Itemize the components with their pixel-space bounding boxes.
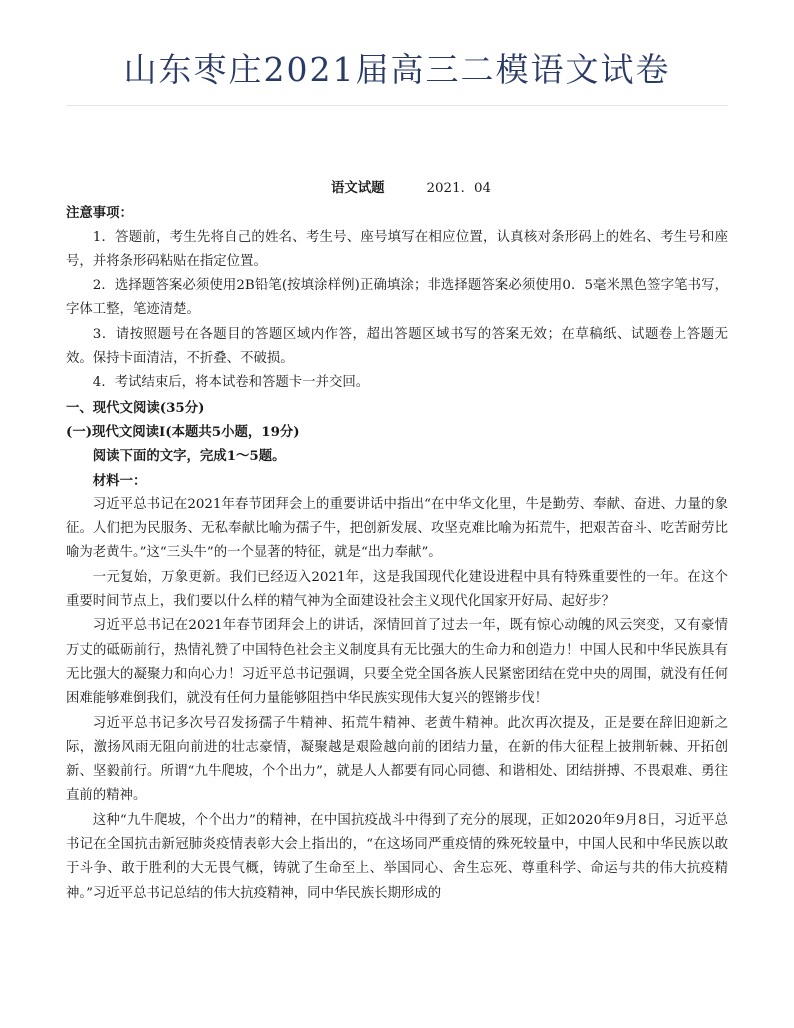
- body-paragraph-3: 习近平总书记在2021年春节团拜会上的讲话，深情回首了过去一年，既有惊心动魄的风云突变，又有豪情万丈的砥砺前行，热情礼赞了中国特色社会主义制度具有无比强大的生命力和创造力！中国人民和中华民族具有无比强大的凝聚力和向心力！习近平总书记强调，只要全党全国各族人民紧密团结在党中央的周围，就没有任何困难能够难倒我们，就没有任何力量能够阻挡中华民族实现伟大复兴的铿锵步伐！: [66, 618, 728, 707]
- body-paragraph-1: 习近平总书记在2021年春节团拜会上的重要讲话中指出“在中华文化里，牛是勤劳、奉献、奋进、力量的象征。人们把为民服务、无私奉献比喻为孺子牛，把创新发展、攻坚克难比喻为拓荒牛，把艰苦奋斗、吃苦耐劳比喻为老黄牛。”这“三头牛”的一个显著的特征，就是“出力奉献”。: [66, 496, 728, 561]
- document-title: 山东枣庄2021届高三二模语文试卷: [123, 50, 671, 89]
- exam-date: 2021．04: [426, 181, 492, 196]
- title-divider: [66, 105, 728, 106]
- notice-item-4: 4．考试结束后，将本试卷和答题卡一并交回。: [92, 375, 370, 391]
- notice-heading: 注意事项：: [66, 205, 133, 222]
- body-paragraph-5: 这种“九牛爬坡，个个出力”的精神，在中国抗疫战斗中得到了充分的展现，正如2020年9月8日，习近平总书记在全国抗击新冠肺炎疫情表彰大会上指出的，“在这场同严重疫情的殊死较量中，中国人民和中华民族以敢于斗争、敢于胜利的大无畏气概，铸就了生命至上、举国同心、舍生忘死、尊重科学、命运与共的伟大抗疫精神。”习近平总书记总结的伟大抗疫精神，同中华民族长期形成的: [66, 812, 728, 901]
- reading-instruction: 阅读下面的文字，完成1～5题。: [92, 448, 286, 465]
- body-paragraph-2: 一元复始，万象更新。我们已经迈入2021年，这是我国现代化建设进程中具有特殊重要性的一年。在这个重要时间节点上，我们要以什么样的精气神为全面建设社会主义现代化国家开好局、起好步？: [66, 569, 728, 610]
- subsection-heading: (一)现代文阅读Ⅰ(本题共5小题，19分): [66, 423, 300, 440]
- section-heading: 一、现代文阅读(35分): [66, 399, 205, 416]
- exam-subject: 语文试题: [330, 180, 385, 196]
- exam-header: [94, 176, 728, 201]
- notice-item-3: 3．请按照题号在各题目的答题区域内作答，超出答题区域书写的答案无效；在草稿纸、试题卷上答题无效。保持卡面清洁，不折叠、不破损。: [66, 326, 728, 367]
- body-paragraph-4: 习近平总书记多次号召发扬孺子牛精神、拓荒牛精神、老黄牛精神。此次再次提及，正是要在辞旧迎新之际，激扬风雨无阻向前进的壮志豪情，凝聚越是艰险越向前的团结力量，在新的伟大征程上披荆斩棘、开拓创新、坚毅前行。所谓“九牛爬坡，个个出力”，就是人人都要有同心同德、和谐相处、团结拼搏、不畏艰难、勇往直前的精神。: [66, 715, 728, 804]
- material-label: 材料一：: [92, 472, 147, 489]
- notice-item-2: 2．选择题答案必须使用2B铅笔(按填涂样例)正确填涂；非选择题答案必须使用0．5毫米黑色签字笔书写，字体工整，笔迹清楚。: [66, 278, 728, 318]
- notice-item-1: 1．答题前，考生先将自己的姓名、考生号、座号填写在相应位置，认真核对条形码上的姓名、考生号和座号，并将条形码粘贴在指定位置。: [66, 229, 728, 269]
- exam-content: [66, 176, 728, 906]
